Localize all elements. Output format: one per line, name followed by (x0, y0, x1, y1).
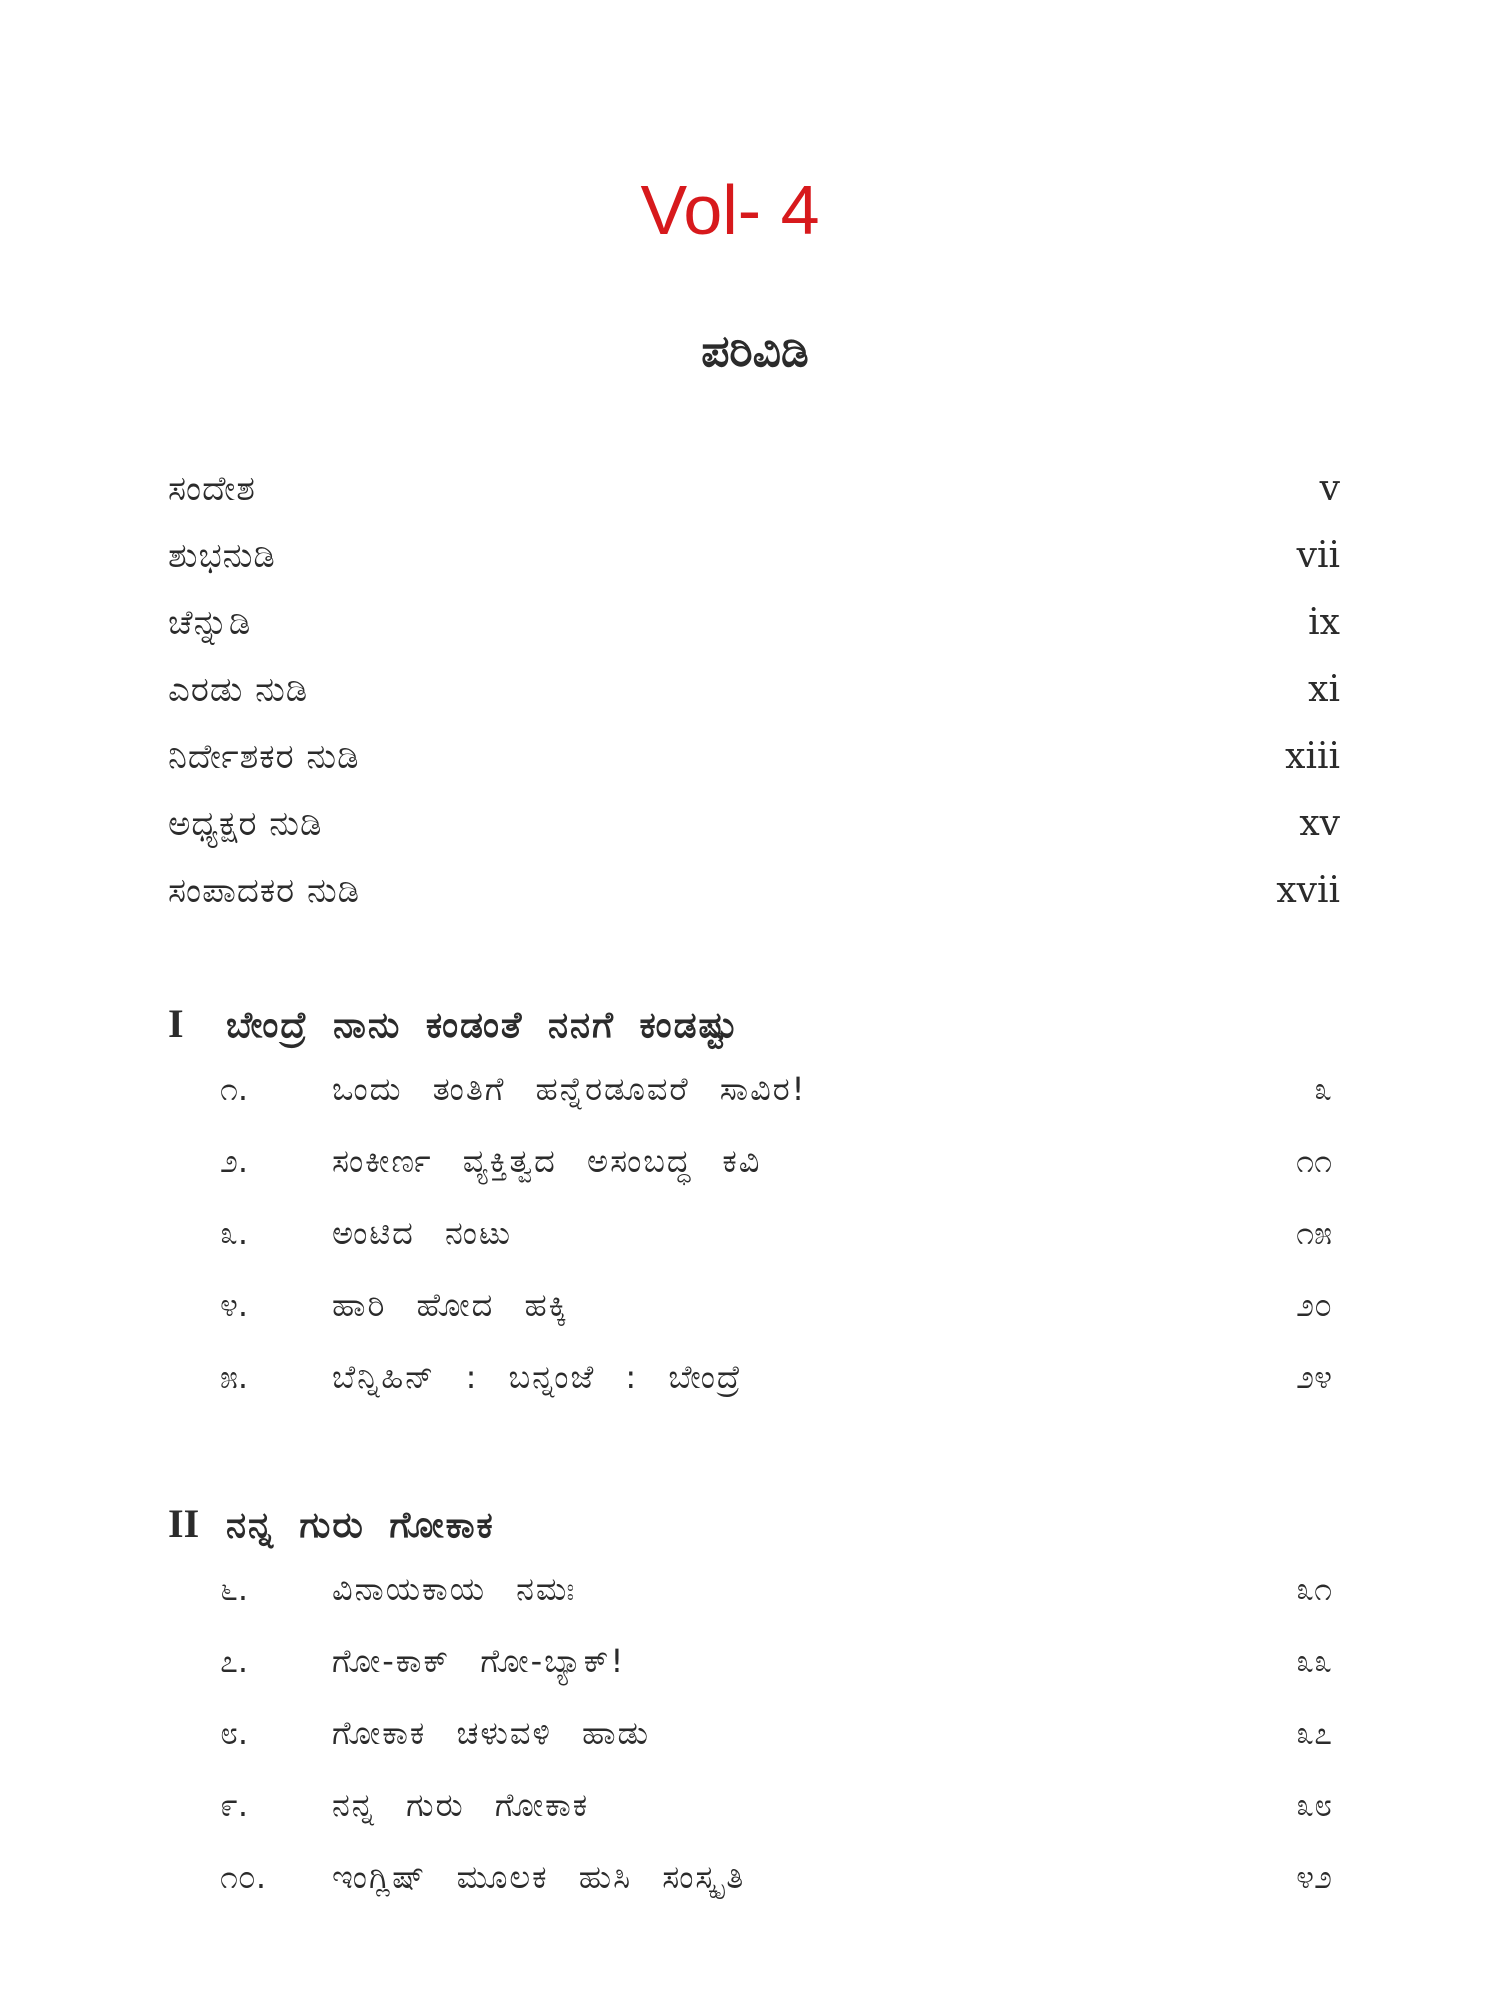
front-matter-item (168, 803, 1340, 870)
entry-title: ವಿನಾಯಕಾಯ ನಮಃ (332, 1570, 577, 1608)
section-heading: ಬೇಂದ್ರೆ ನಾನು ಕಂಡಂತೆ ನನಗೆ ಕಂಡಷ್ಟು (226, 1005, 740, 1046)
section-heading-row (168, 1500, 1340, 1570)
toc-entry (168, 1858, 1340, 1930)
entry-page: ೩೧ (1296, 1570, 1332, 1608)
toc-entry (168, 1142, 1340, 1214)
section-2 (168, 1500, 1340, 1930)
toc-entry (168, 1570, 1340, 1642)
entry-number: ೭. (220, 1642, 249, 1680)
entry-title: ಗೋ-ಕಾಕ್ ಗೋ-ಬ್ಯಾಕ್! (332, 1642, 626, 1680)
toc-entry (168, 1286, 1340, 1358)
front-matter-label: ನಿರ್ದೇಶಕರ ನುಡಿ (168, 737, 360, 777)
entry-number: ೯. (220, 1786, 249, 1824)
entry-title: ಒಂದು ತಂತಿಗೆ ಹನ್ನೆರಡೂವರೆ ಸಾವಿರ! (332, 1070, 807, 1108)
entry-title: ಬೆನ್ನಿಹಿನ್ : ಬನ್ನಂಜೆ : ಬೇಂದ್ರೆ (332, 1358, 743, 1396)
front-matter-page: xvii (1276, 870, 1340, 911)
entry-number: ೩. (220, 1214, 249, 1252)
front-matter-page: v (1319, 468, 1340, 509)
section-heading-row (168, 1000, 1340, 1070)
front-matter-item (168, 535, 1340, 602)
front-matter-list (168, 468, 1340, 937)
entry-number: ೧೦. (220, 1858, 267, 1896)
front-matter-item (168, 736, 1340, 803)
entry-number: ೨. (220, 1142, 249, 1180)
entry-title: ಇಂಗ್ಲಿಷ್ ಮೂಲಕ ಹುಸಿ ಸಂಸ್ಕೃತಿ (332, 1858, 746, 1896)
front-matter-item (168, 468, 1340, 535)
entry-number: ೮. (220, 1714, 249, 1752)
entry-title: ಹಾರಿ ಹೋದ ಹಕ್ಕಿ (332, 1286, 569, 1324)
entry-title: ಗೋಕಾಕ ಚಳುವಳಿ ಹಾಡು (332, 1714, 651, 1752)
entry-page: ೨೦ (1296, 1286, 1332, 1324)
front-matter-item (168, 669, 1340, 736)
entry-number: ೫. (220, 1358, 249, 1396)
entry-page: ೩೩ (1296, 1642, 1332, 1680)
front-matter-page: ix (1308, 602, 1340, 643)
entry-page: ೨೪ (1296, 1358, 1332, 1396)
section-numeral: II (168, 1501, 200, 1546)
entry-page: ೩ (1314, 1070, 1332, 1108)
front-matter-label: ಶುಭನುಡಿ (168, 536, 276, 576)
front-matter-page: xi (1308, 669, 1340, 710)
entry-title: ಸಂಕೀರ್ಣ ವ್ಯಕ್ತಿತ್ವದ ಅಸಂಬದ್ಧ ಕವಿ (332, 1142, 762, 1180)
front-matter-page: vii (1296, 535, 1340, 576)
entry-title: ಅಂಟಿದ ನಂಟು (332, 1214, 513, 1252)
entry-page: ೩೭ (1296, 1714, 1332, 1752)
front-matter-label: ಸಂಪಾದಕರ ನುಡಿ (168, 871, 361, 911)
toc-entry (168, 1070, 1340, 1142)
front-matter-label: ಅಧ್ಯಕ್ಷರ ನುಡಿ (168, 804, 323, 844)
entry-number: ೪. (220, 1286, 249, 1324)
front-matter-item (168, 602, 1340, 669)
toc-title: ಪರಿವಿಡಿ (701, 326, 809, 377)
entry-title: ನನ್ನ ಗುರು ಗೋಕಾಕ (332, 1786, 590, 1824)
front-matter-label: ಸಂದೇಶ (168, 469, 256, 509)
front-matter-item (168, 870, 1340, 937)
entry-page: ೪೨ (1296, 1858, 1332, 1896)
entry-number: ೬. (220, 1570, 249, 1608)
toc-entry (168, 1642, 1340, 1714)
front-matter-page: xiii (1285, 736, 1340, 777)
front-matter-label: ಚೆನ್ನುಡಿ (168, 603, 252, 643)
entry-page: ೩೮ (1296, 1786, 1332, 1824)
section-heading: ನನ್ನ ಗುರು ಗೋಕಾಕ (226, 1505, 495, 1546)
entry-page: ೧೧ (1296, 1142, 1332, 1180)
entry-page: ೧೫ (1296, 1214, 1332, 1252)
toc-entry (168, 1214, 1340, 1286)
toc-entry (168, 1714, 1340, 1786)
entry-number: ೧. (220, 1070, 249, 1108)
section-1 (168, 1000, 1340, 1430)
front-matter-label: ಎರಡು ನುಡಿ (168, 670, 309, 710)
toc-entry (168, 1358, 1340, 1430)
toc-entry (168, 1786, 1340, 1858)
volume-label: Vol- 4 (640, 171, 820, 249)
section-numeral: I (168, 1001, 184, 1046)
front-matter-page: xv (1299, 803, 1340, 844)
